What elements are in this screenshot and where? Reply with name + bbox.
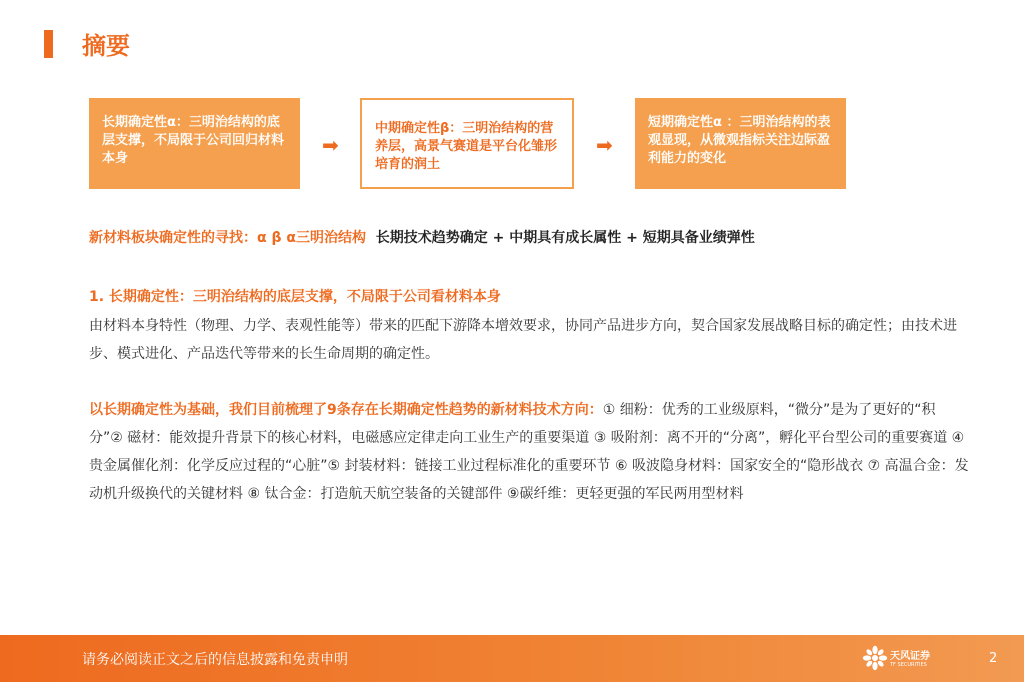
- headline: [89, 227, 755, 247]
- logo-name: 天风证券: [890, 651, 930, 662]
- right-arrow-icon: ➡: [322, 133, 339, 157]
- mid-term-box: [360, 98, 574, 189]
- page-title: 摘要: [82, 32, 130, 60]
- page-number: 2: [989, 651, 998, 666]
- logo-subtitle: TF SECURITIES: [890, 662, 927, 668]
- right-arrow-icon: ➡: [596, 133, 613, 157]
- section2-body: ① 细粉：优秀的工业级原料，“微分”是为了更好的“积分”② 磁材：能效提升背景下的核心材料，电磁感应定律走向工业生产的重要渠道 ③ 吸附剂：离不开的“分离”，孵化平台型公司的重要赛道 ④ 贵金属催化剂：化学反应过程的“心脏”⑤ 封装材料：链接工业过程标准化的重要环节 ⑥ 吸波隐身材料：国家安全的“隐形战衣 ⑦ 高温合金：发动机升级换代的关键材料 ⑧ 钛合金：打造航天航空装备的关键部件 ⑨碳纤维：更轻更强的军民两用型材料: [89, 402, 969, 502]
- long-term-box: [89, 98, 300, 189]
- flower-logo-icon: [862, 645, 888, 671]
- section1-title: 1. 长期确定性：三明治结构的底层支撑，不局限于公司看材料本身: [89, 289, 501, 305]
- disclaimer-text: 请务必阅读正文之后的信息披露和免责申明: [82, 652, 348, 668]
- long-term-box-text: 长期确定性α：三明治结构的底层支撑，不局限于公司回归材料本身: [102, 115, 285, 166]
- section2-paragraph: [89, 396, 969, 508]
- title-accent-bar: [44, 30, 53, 58]
- section2-lead: 以长期确定性为基础，我们目前梳理了9条存在长期确定性趋势的新材料技术方向：: [89, 402, 603, 418]
- mid-term-box-text: 中期确定性β：三明治结构的营养层，高景气赛道是平台化雏形培育的润土: [375, 121, 558, 172]
- short-term-box-text: 短期确定性α ：三明治结构的表观显现，从微观指标关注边际盈利能力的变化: [648, 115, 831, 166]
- headline-text: 长期技术趋势确定 + 中期具有成长属性 + 短期具备业绩弹性: [375, 230, 755, 246]
- company-logo: [862, 643, 942, 675]
- footer: [0, 635, 1024, 682]
- section1-body: 由材料本身特性（物理、力学、表观性能等）带来的匹配下游降本增效要求，协同产品进步方向，契合国家发展战略目标的确定性；由技术进步、模式进化、产品迭代等带来的长生命周期的确定性。: [89, 318, 957, 362]
- headline-label: 新材料板块确定性的寻找：α β α三明治结构: [89, 230, 367, 246]
- short-term-box: [635, 98, 846, 189]
